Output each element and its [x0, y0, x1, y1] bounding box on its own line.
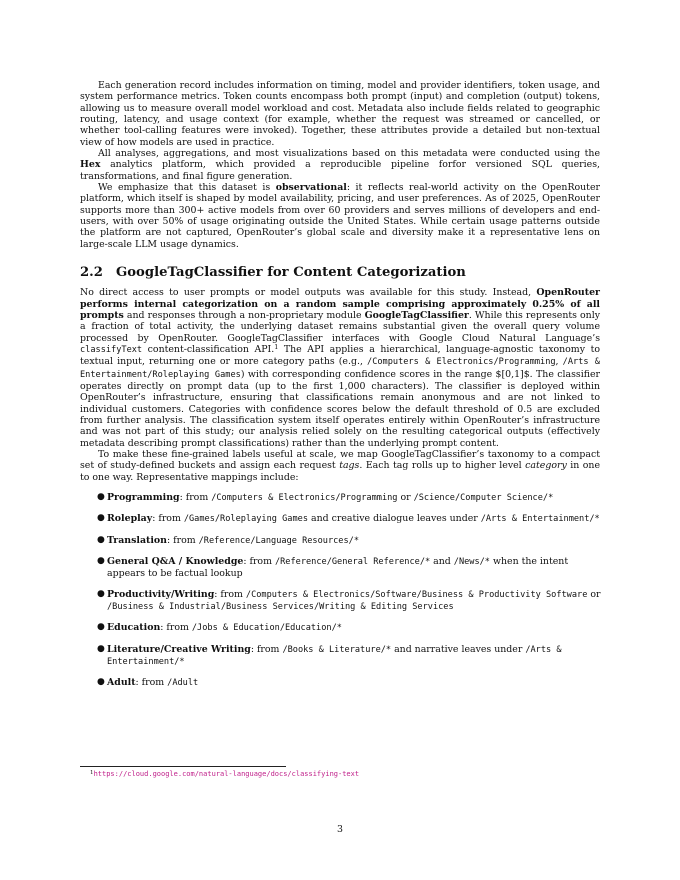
text-run: when the intent appears to be factual lookup [107, 556, 569, 580]
main-column [80, 80, 600, 699]
text-run: and responses through a non-proprietary module [123, 309, 365, 321]
category-name: Literature/Creative Writing [107, 643, 251, 655]
bold-term: OpenRouter performs internal categorization on a random sample comprising approximately 0.25% of all prompts [80, 287, 600, 321]
footnote-mark: 1 [90, 770, 94, 776]
code-term: /Adult [167, 678, 199, 689]
footnote [90, 768, 359, 779]
footnote-rule [80, 766, 286, 767]
category-name: Education [107, 622, 161, 634]
bullet-icon: ● [97, 492, 105, 502]
category-mapping-list [80, 492, 600, 690]
code-term: /Reference/Language Resources/* [198, 535, 359, 546]
text-run: content-classification API. [142, 343, 275, 355]
text-run: : it reflects real-world activity on the OpenRouter platform, which itself is shaped by model availability, pricing, and user preferences. As of 2025, OpenRouter supports more than 300+ active models from over 60 providers and serves millions of developers and end-users, with over 50% of usage originating outside the United States. While certain usage patterns outside the platform are not captured, OpenRouter’s global scale and diversity make it a representative lens on large-scale LLM usage dynamics. [80, 182, 600, 250]
text-run: To make these fine-grained labels useful at scale, we map GoogleTagClassifier’s taxonomy to a compact set of study-defined buckets and assign each request [80, 448, 600, 472]
category-name: Roleplay [107, 513, 153, 525]
code-term: /Games/Roleplaying Games [183, 514, 309, 525]
code-term: /Computers & Electronics/Programming [211, 493, 398, 503]
text-run: . Each tag rolls up to higher level [359, 460, 526, 472]
bullet-icon: ● [97, 677, 105, 688]
footnote-url-link[interactable]: https://cloud.google.com/natural-language/docs/classifying-text [93, 770, 360, 778]
text-run: : from [243, 556, 275, 568]
text-run: : from [250, 643, 283, 655]
text-run: , [555, 356, 563, 368]
text-run: analytics platform, which provided a reproducible pipeline forfor versioned SQL queries, transformations, and final figure generation. [80, 159, 600, 182]
list-item [80, 513, 600, 525]
category-name: Productivity/Writing [107, 588, 215, 600]
list-item [80, 622, 600, 634]
text-run: and narrative leaves under [391, 643, 526, 655]
code-term: /News/* [453, 557, 490, 568]
code-term: /Reference/General Reference/* [274, 557, 431, 568]
category-name: Programming [107, 492, 180, 503]
code-term: /Computers & Electronics/Software/Business & Productivity Software [245, 589, 588, 600]
paragraph-hex-platform [80, 148, 600, 182]
category-name: General Q&A / Knowledge [107, 556, 244, 568]
list-item [80, 492, 600, 504]
bold-term: observational [275, 182, 347, 194]
code-term: /Arts & Entertainment/* [480, 514, 600, 525]
text-run: and [430, 556, 454, 568]
paragraph-classifier [80, 287, 600, 449]
bullet-icon: ● [97, 556, 105, 567]
bullet-icon: ● [97, 588, 105, 599]
text-run: : from [214, 588, 246, 600]
code-term: /Business & Industrial/Business Services/Writing & Editing Services [107, 602, 454, 613]
text-run: All analyses, aggregations, and most visualizations based on this metadata were conducted using the [98, 148, 600, 160]
bold-term: GoogleTagClassifier [364, 309, 469, 321]
page-number: 3 [337, 824, 343, 835]
list-item [80, 556, 600, 580]
paragraph-observational [80, 182, 600, 250]
code-term: /Jobs & Education/Education/* [191, 623, 342, 634]
text-run: in one to one way. Representative mappings include: [80, 460, 600, 483]
category-name: Adult [107, 677, 136, 689]
list-item [80, 644, 600, 669]
bullet-icon: ● [97, 643, 105, 654]
footnote-ref[interactable]: 1 [274, 342, 279, 351]
italic-term: tags [339, 460, 360, 472]
text-run: or [397, 492, 414, 503]
bold-term: Hex [80, 159, 101, 171]
text-run: and creative dialogue leaves under [308, 513, 481, 525]
text-run: : from [152, 513, 184, 525]
bullet-icon: ● [97, 513, 105, 524]
text-run: No direct access to user prompts or model outputs was available for this study. Instead, [80, 287, 537, 299]
text-run: : from [160, 622, 192, 634]
list-item [80, 535, 600, 547]
text-run: We emphasize that this dataset is [98, 182, 276, 194]
paragraph-metadata-fields: Each generation record includes information on timing, model and provider identifiers, token usage, and system performance metrics. Token counts encompass both prompt (input) and completion (output) tokens, allowing us to measure overall model workload and cost. Metadata also include fields related to geographic routing, latency, and usage context (for example, whether the request was streamed or cancelled, or whether tool-calling features were invoked). Together, these attributes provide a detailed but non-textual view of how models are used in practice. [80, 80, 600, 148]
list-item [80, 677, 600, 689]
code-term: /Arts & Entertainment/* [107, 644, 562, 668]
code-term: /Books & Literature/* [282, 644, 392, 655]
list-item [80, 589, 644, 614]
bullet-icon: ● [97, 622, 105, 633]
text-run: : from [179, 492, 212, 503]
text-run: or [587, 588, 601, 600]
paragraph-mapping-intro [80, 449, 600, 483]
category-name: Translation [107, 534, 167, 546]
text-run: : from [167, 534, 199, 546]
text-run: The API applies a hierarchical, language-agnostic taxonomy to textual input, returning one or more category paths (e.g., [80, 343, 600, 368]
code-term: /Computers & Electronics/Programming [367, 357, 556, 368]
code-term: /Science/Computer Science/* [413, 493, 554, 503]
code-term: classifyText [80, 344, 143, 355]
section-number: 2.2 [80, 265, 103, 281]
bullet-icon: ● [97, 534, 105, 545]
text-run: ) with corresponding confidence scores in the range $[0,1]$. The classifier operates directly on prompt data (up to the first 1,000 characters). The classifier is deployed within OpenRouter’s infrastructure, ensuring that classifications remain anonymous and are not linked to individual customers. Categories with confidence scores below the default threshold of 0.5 are excluded from further analysis. The classification system itself operates entirely within OpenRouter’s infrastructure and was not part of this study; our analysis relied solely on the resulting categorical outputs (effectively metadata describing prompt classifications) rather than the underlying prompt content. [80, 368, 601, 449]
code-term: /Arts & Entertainment/Roleplaying Games [80, 357, 600, 380]
section-heading [80, 265, 600, 281]
text-run: . While this represents only a fraction of total activity, the underlying dataset remains substantial given the overall query volume processed by OpenRouter. GoogleTagClassifier interfaces with Google Cloud Natural Language’s [80, 309, 600, 344]
section-title: GoogleTagClassifier for Content Categorization [116, 265, 466, 281]
text-run: : from [135, 677, 168, 689]
italic-term: category [525, 460, 567, 472]
